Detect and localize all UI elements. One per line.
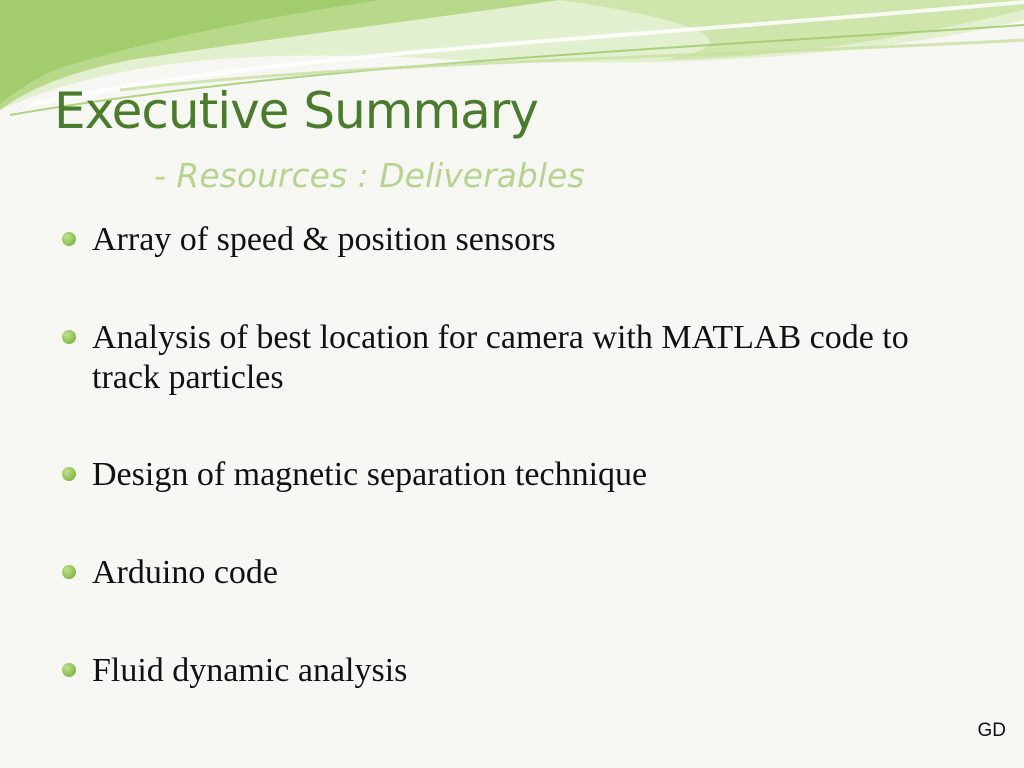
bullet-dot-icon xyxy=(62,565,76,579)
bullet-dot-icon xyxy=(62,330,76,344)
bullet-dot-icon xyxy=(62,232,76,246)
list-item xyxy=(62,651,922,691)
slide-title: Executive Summary xyxy=(54,82,538,140)
list-item xyxy=(62,318,922,398)
list-item xyxy=(62,455,922,495)
bullet-dot-icon xyxy=(62,467,76,481)
bullet-text: Design of magnetic separation technique xyxy=(92,456,648,493)
bullet-text: Array of speed & position sensors xyxy=(92,221,556,258)
bullet-text: Analysis of best location for camera with MATLAB code to track particles xyxy=(92,319,909,396)
list-item xyxy=(62,553,922,593)
list-item xyxy=(62,220,922,260)
bullet-dot-icon xyxy=(62,663,76,677)
bullet-text: Fluid dynamic analysis xyxy=(92,652,408,689)
slide-subtitle: - Resources : Deliverables xyxy=(154,156,585,195)
footer-initials: GD xyxy=(977,720,1006,741)
bullet-text: Arduino code xyxy=(92,554,279,591)
